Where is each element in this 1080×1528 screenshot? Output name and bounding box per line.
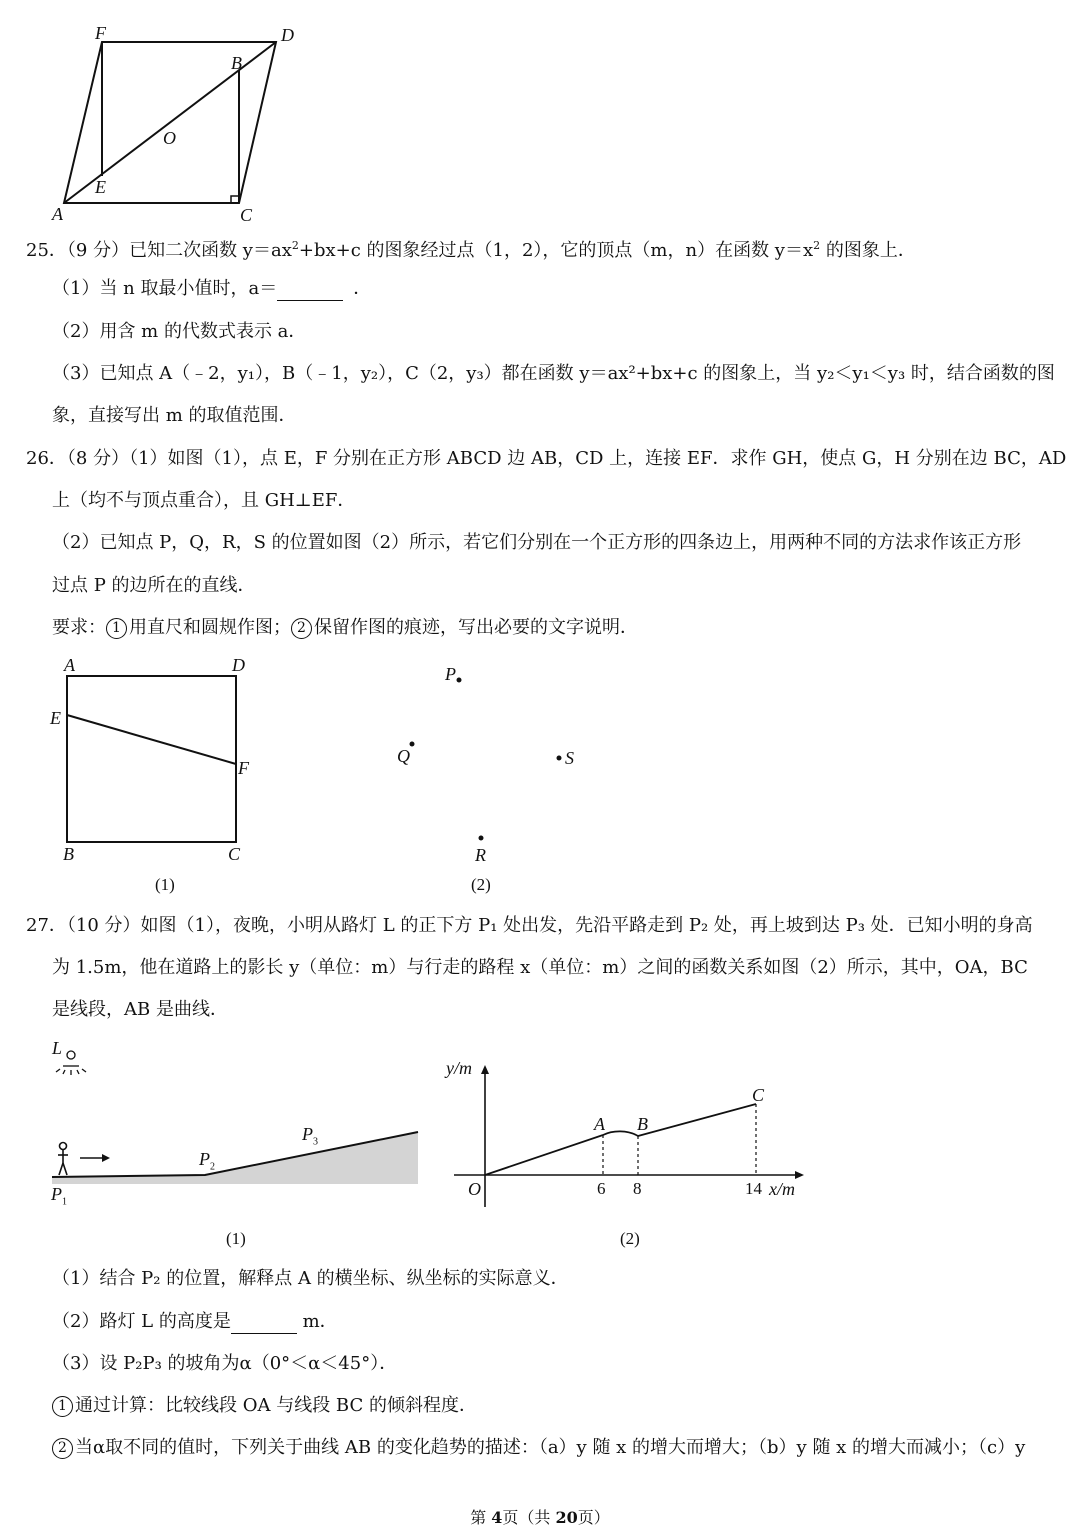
label-F: F <box>95 23 106 43</box>
graph-tick-14: 14 <box>745 1179 762 1198</box>
fig27-1-caption: (1) <box>226 1229 246 1248</box>
pt-label-R: R <box>475 845 486 865</box>
graph-xlabel: x/m <box>769 1179 795 1199</box>
q25-part2: （2）用含 m 的代数式表示 a． <box>52 321 307 342</box>
graph-point-C: C <box>752 1085 765 1105</box>
fig26-1-caption: (1) <box>155 875 175 894</box>
sq-label-D: D <box>232 655 245 675</box>
label-P1: $P_1$ <box>51 1184 67 1208</box>
sq-label-A: A <box>64 655 75 675</box>
pt-label-Q: Q <box>397 746 410 766</box>
sq-label-E: E <box>50 708 61 728</box>
q26-line1: 26．（8 分）（1）如图（1），点 E，F 分别在正方形 ABCD 边 AB，CD 上，连接 EF．求作 GH，使点 G，H 分别在边 BC，AD <box>26 448 1067 469</box>
graph-tick-6: 6 <box>597 1179 606 1198</box>
fig27-2-caption: (2) <box>620 1229 640 1248</box>
label-P2: $P_2$ <box>199 1149 215 1173</box>
answer-blank <box>231 1315 297 1334</box>
q26-line4: 过点 P 的边所在的直线． <box>52 575 256 596</box>
sq-label-C: C <box>228 844 241 864</box>
sq-label-F: F <box>238 758 249 778</box>
label-C: C <box>240 205 253 225</box>
q27-line3: 是线段，AB 是曲线． <box>52 999 228 1020</box>
q25-stem: 25．（9 分）已知二次函数 $y=ax^2+bx+c$ 的图象经过点（1，2），它的顶点（m，n）在函数 $y=x^2$ 的图象上． <box>26 239 916 261</box>
graph-point-B: B <box>637 1114 648 1134</box>
pt-label-P: P <box>445 664 456 684</box>
q27-part2: （2）路灯 L 的高度是 m． <box>52 1311 338 1332</box>
label-D: D <box>281 25 294 45</box>
q26-line2: 上（均不与顶点重合），且 GH⊥EF． <box>52 490 356 511</box>
pt-label-S: S <box>565 748 574 768</box>
label-E: E <box>95 177 106 197</box>
q25-part3: （3）已知点 A（﹣2，y₁），B（﹣1，y₂），C（2，y₃）都在函数 y＝ax²+bx+c 的图象上，当 y₂＜y₁＜y₃ 时，结合函数的图 <box>52 363 1055 384</box>
label-A: A <box>52 204 63 224</box>
label-L: L <box>52 1038 63 1058</box>
fig26-2-caption: (2) <box>471 875 491 894</box>
q27-part3: （3）设 P₂P₃ 的坡角为α（0°＜α＜45°）． <box>52 1353 398 1374</box>
sq-label-B: B <box>63 844 74 864</box>
label-O: O <box>163 128 176 148</box>
q25-part3-cont: 象，直接写出 m 的取值范围． <box>52 405 297 426</box>
q25-part1: （1）当 n 取最小值时，a＝ ． <box>52 278 372 299</box>
q26-requirements: 要求： 1 用直尺和圆规作图； 2 保留作图的痕迹，写出必要的文字说明． <box>52 617 638 638</box>
q27-line2: 为 1.5m，他在道路上的影长 y（单位：m）与行走的路程 x（单位：m）之间的函数关系如图（2）所示，其中，OA，BC <box>52 957 1028 978</box>
graph-tick-8: 8 <box>633 1179 642 1198</box>
q27-line1: 27．（10 分）如图（1），夜晚，小明从路灯 L 的正下方 P₁ 处出发，先沿平路走到 P₂ 处，再上坡到达 P₃ 处．已知小明的身高 <box>26 915 1033 936</box>
q27-part3-2: 2 当α取不同的值时，下列关于曲线 AB 的变化趋势的描述：（a）y 随 x 的增大而增大；（b）y 随 x 的增大而减小；（c）y <box>52 1436 1025 1460</box>
q26-line3: （2）已知点 P，Q，R，S 的位置如图（2）所示，若它们分别在一个正方形的四条边上，用两种不同的方法求作该正方形 <box>52 532 1022 553</box>
graph-ylabel: y/m <box>446 1058 472 1078</box>
q27-part1: （1）结合 P₂ 的位置，解释点 A 的横坐标、纵坐标的实际意义． <box>52 1268 569 1289</box>
label-B: B <box>231 53 242 73</box>
graph-origin: O <box>468 1179 481 1199</box>
page-footer: 第 4页（共 20页） <box>470 1508 610 1527</box>
q27-part3-1: 1 通过计算：比较线段 OA 与线段 BC 的倾斜程度． <box>52 1394 477 1418</box>
graph-point-A: A <box>594 1114 605 1134</box>
label-P3: $P_3$ <box>302 1124 318 1148</box>
